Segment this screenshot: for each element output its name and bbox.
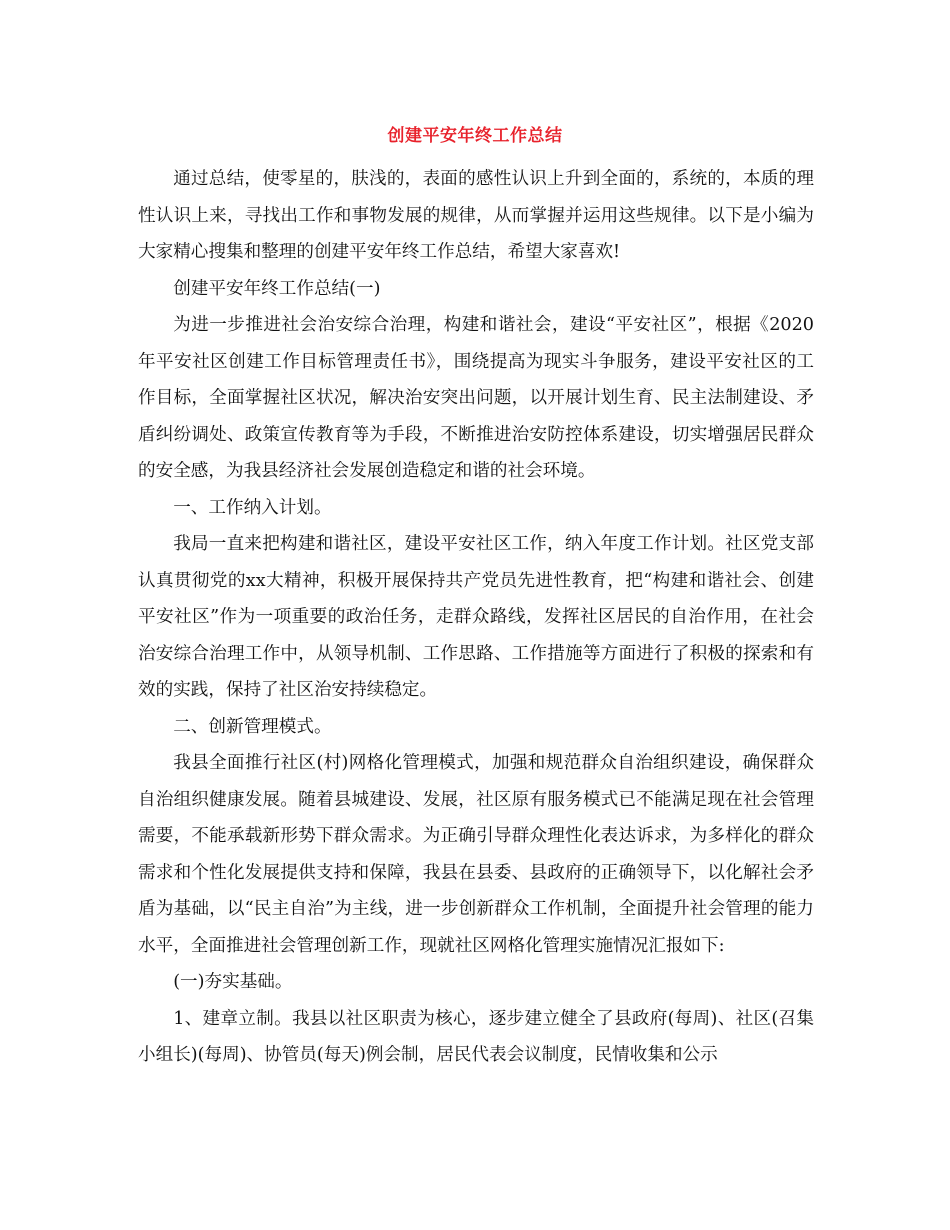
paragraph-section-2: 我县全面推行社区(村)网格化管理模式，加强和规范群众自治组织建设，确保群众自治组织健康发展。随着县城建设、发展，社区原有服务模式已不能满足现在社会管理需要，不能承载新形势下群众需求。为正确引导群众理性化表达诉求，为多样化的群众需求和个性化发展提供支持和保障，我县在县委、县政府的正确领导下，以化解社会矛盾为基础，以“民主自治”为主线，进一步创新群众工作机制，全面提升社会管理的能力水平，全面推进社会管理创新工作，现就社区网格化管理实施情况汇报如下: [138,753,814,956]
section-heading-1: 一、工作纳入计划。 [173,497,332,518]
document-body [138,161,814,1074]
paragraph-purpose: 为进一步推进社会治安综合治理，构建和谐社会，建设“平安社区”，根据《2020年平安社区创建工作目标管理责任书》，围绕提高为现实斗争服务，建设平安社区的工作目标，全面掌握社区状况，解决治安突出问题，以开展计划生育、民主法制建设、矛盾纠纷调处、政策宣传教育等为手段，不断推进治安防控体系建设，切实增强居民群众的安全感，为我县经济社会发展创造稳定和谐的社会环境。 [138,315,814,481]
paragraph-intro: 通过总结，使零星的，肤浅的，表面的感性认识上升到全面的，系统的，本质的理性认识上来，寻找出工作和事物发展的规律，从而掌握并运用这些规律。以下是小编为大家精心搜集和整理的创建平安年终工作总结，希望大家喜欢! [138,169,814,262]
paragraph-subsection-1: 1、建章立制。我县以社区职责为核心，逐步建立健全了县政府(每周)、社区(召集小组长)(每周)、协管员(每天)例会制，居民代表会议制度，民情收集和公示 [138,1008,814,1065]
section-heading-2: 二、创新管理模式。 [173,716,332,737]
document-title: 创建平安年终工作总结 [387,126,563,146]
subsection-heading-1: (一)夯实基础。 [173,972,293,992]
paragraph-subtitle: 创建平安年终工作总结(一) [173,278,381,299]
paragraph-section-1: 我局一直来把构建和谐社区，建设平安社区工作，纳入年度工作计划。社区党支部认真贯彻党的xx大精神，积极开展保持共产党员先进性教育，把“构建和谐社会、创建平安社区”作为一项重要的政治任务，走群众路线，发挥社区居民的自治作用，在社会治安综合治理工作中，从领导机制、工作思路、工作措施等方面进行了积极的探索和有效的实践，保持了社区治安持续稳定。 [138,534,814,700]
